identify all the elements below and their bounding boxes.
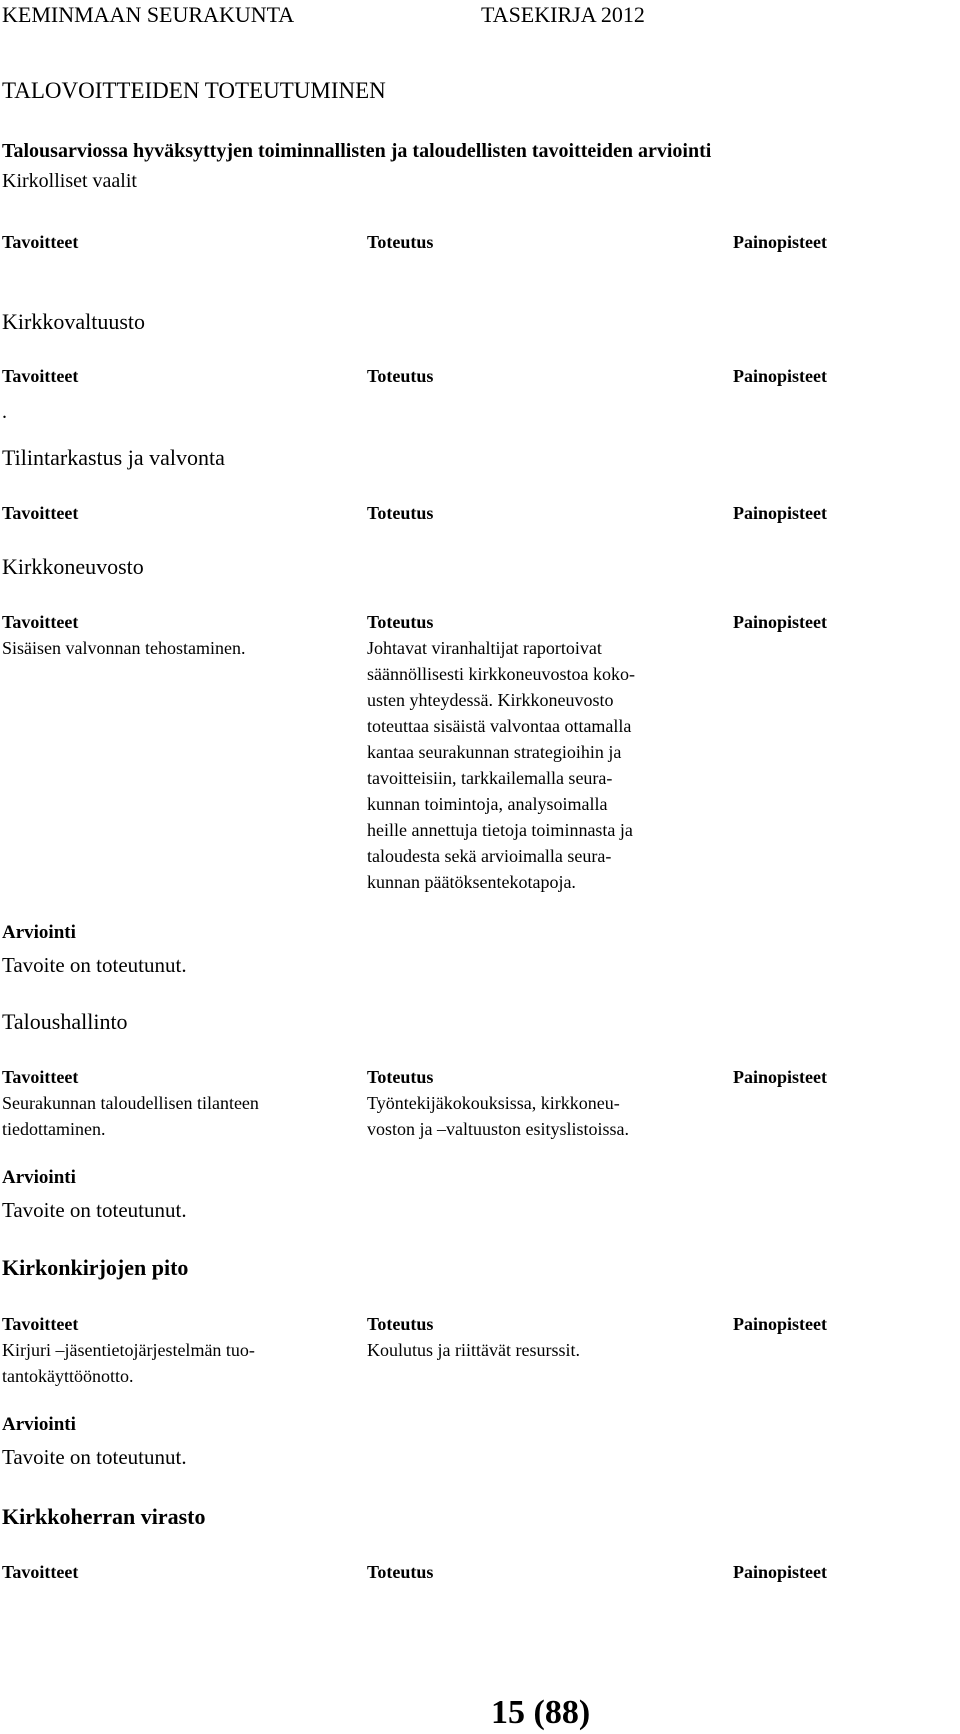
text-line: voston ja –valtuuston esityslistoissa. (367, 1119, 630, 1139)
column-header-row (0, 1067, 960, 1091)
column-header-row (0, 232, 960, 256)
column-tavoitteet: Tavoitteet (2, 1562, 79, 1582)
column-toteutus: Toteutus (367, 232, 434, 252)
text-line: usten yhteydessä. Kirkkoneuvosto (367, 690, 614, 710)
evaluation-text: Tavoite on toteutunut. (2, 1445, 187, 1469)
implementation-text (367, 1337, 580, 1363)
text-line: toteuttaa sisäistä valvontaa ottamalla (367, 716, 632, 736)
text-line: tantokäyttöönotto. (2, 1366, 134, 1386)
column-toteutus: Toteutus (367, 1314, 434, 1334)
text-line: kunnan toimintoja, analysoimalla (367, 794, 608, 814)
column-header-row (0, 503, 960, 527)
org-name: KEMINMAAN SEURAKUNTA (2, 2, 295, 27)
evaluation-label: Arviointi (2, 1414, 76, 1435)
text-line: Kirjuri –jäsentietojärjestelmän tuo- (2, 1340, 255, 1360)
document-title: TASEKIRJA 2012 (481, 2, 645, 27)
text-line: kunnan päätöksentekotapoja. (367, 872, 576, 892)
text-line: säännöllisesti kirkkoneuvostoa koko- (367, 664, 635, 684)
column-header-row (0, 366, 960, 390)
section-kirkkoherra: Kirkkoherran virasto (2, 1504, 206, 1529)
column-header-row (0, 612, 960, 636)
column-painopisteet: Painopisteet (733, 232, 827, 252)
section-kirkonkirjat: Kirkonkirjojen pito (2, 1255, 189, 1280)
column-toteutus: Toteutus (367, 1067, 434, 1087)
implementation-text (367, 635, 635, 895)
goal-text: Sisäisen valvonnan tehostaminen. (2, 638, 246, 658)
column-tavoitteet: Tavoitteet (2, 1067, 79, 1087)
text-line: Koulutus ja riittävät resurssit. (367, 1340, 580, 1360)
column-painopisteet: Painopisteet (733, 1067, 827, 1087)
implementation-text (367, 1090, 629, 1142)
column-painopisteet: Painopisteet (733, 612, 827, 632)
section-kirkkovaltuusto: Kirkkovaltuusto (2, 309, 145, 334)
goal-text (2, 1090, 259, 1142)
column-header-row (0, 1562, 960, 1586)
column-toteutus: Toteutus (367, 366, 434, 386)
text-line: taloudesta sekä arvioimalla seura- (367, 846, 612, 866)
column-painopisteet: Painopisteet (733, 1314, 827, 1334)
evaluation-text: Tavoite on toteutunut. (2, 1198, 187, 1222)
text-line: Työntekijäkokouksissa, kirkkoneu- (367, 1093, 620, 1113)
text-line: tavoitteisiin, tarkkailemalla seura- (367, 768, 613, 788)
column-painopisteet: Painopisteet (733, 366, 827, 386)
page-number: 15 (88) (491, 1694, 591, 1731)
column-tavoitteet: Tavoitteet (2, 612, 79, 632)
text-line: heille annettuja tietoja toiminnasta ja (367, 820, 633, 840)
section-kirkolliset-vaalit: Kirkolliset vaalit (2, 170, 137, 192)
text-line: Seurakunnan taloudellisen tilanteen (2, 1093, 259, 1113)
column-tavoitteet: Tavoitteet (2, 232, 79, 252)
evaluation-label: Arviointi (2, 1167, 76, 1188)
text-line: tiedottaminen. (2, 1119, 106, 1139)
column-toteutus: Toteutus (367, 1562, 434, 1582)
text-line: kantaa seurakunnan strategioihin ja (367, 742, 622, 762)
goal-text (2, 1337, 255, 1389)
section-taloushallinto: Taloushallinto (2, 1009, 128, 1034)
text-line: Johtavat viranhaltijat raportoivat (367, 638, 602, 658)
column-toteutus: Toteutus (367, 612, 434, 632)
column-painopisteet: Painopisteet (733, 1562, 827, 1582)
evaluation-text: Tavoite on toteutunut. (2, 953, 187, 977)
column-tavoitteet: Tavoitteet (2, 366, 79, 386)
section-tilintarkastus: Tilintarkastus ja valvonta (2, 445, 225, 470)
subtitle: Talousarviossa hyväksyttyjen toiminnallisten ja taloudellisten tavoitteiden arviointi (2, 140, 712, 162)
evaluation-label: Arviointi (2, 922, 76, 943)
column-header-row (0, 1314, 960, 1338)
section-kirkkoneuvosto: Kirkkoneuvosto (2, 554, 144, 579)
page-title: TALOVOITTEIDEN TOTEUTUMINEN (2, 78, 386, 103)
column-tavoitteet: Tavoitteet (2, 1314, 79, 1334)
column-tavoitteet: Tavoitteet (2, 503, 79, 523)
stray-dot: . (2, 401, 7, 423)
column-toteutus: Toteutus (367, 503, 434, 523)
column-painopisteet: Painopisteet (733, 503, 827, 523)
